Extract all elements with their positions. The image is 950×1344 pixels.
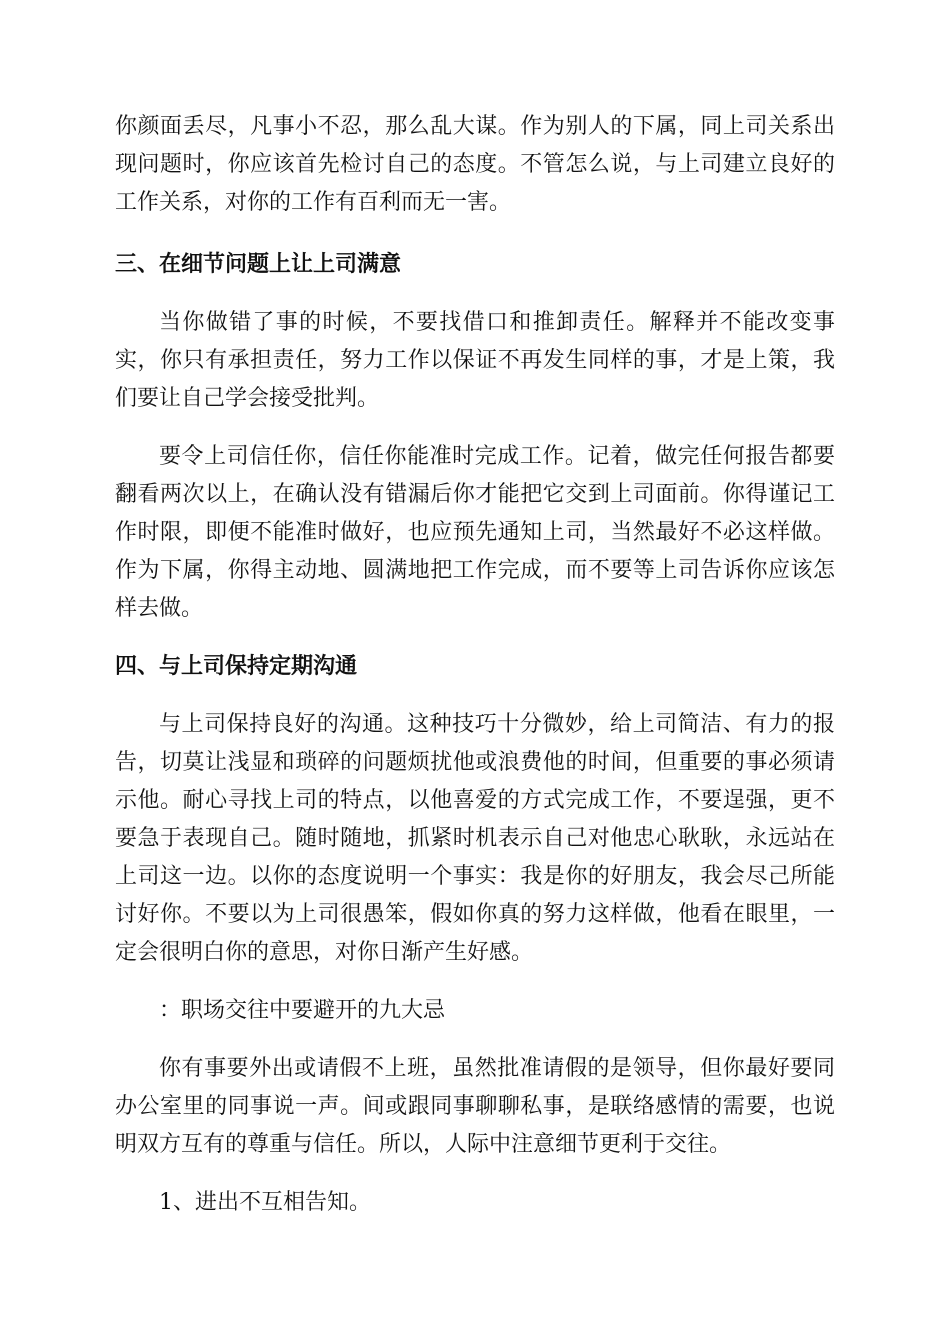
list-item-1: 1、进出不互相告知。 [159, 1190, 371, 1215]
document-page [115, 108, 835, 1242]
paragraph-trust: 要令上司信任你，信任你能准时完成工作。记着，做完任何报告都要翻看两次以上，在确认没有错漏后你才能把它交到上司面前。你得谨记工作时限，即便不能准时做好，也应预先通知上司，当然最好不必这样做。作为下属，你得主动地、圆满地把工作完成，而不要等上司告诉你应该怎样去做。 [115, 444, 835, 621]
paragraph-leave-notice: 你有事要外出或请假不上班，虽然批准请假的是领导，但你最好要同办公室里的同事说一声。间或跟同事聊聊私事，是联络感情的需要，也说明双方互有的尊重与信任。所以，人际中注意细节更利于交往。 [115, 1056, 835, 1157]
section-heading-3: 三、在细节问题上让上司满意 [115, 252, 402, 277]
section-heading-4: 四、与上司保持定期沟通 [115, 654, 358, 679]
paragraph-intro: 你颜面丢尽，凡事小不忍，那么乱大谋。作为别人的下属，同上司关系出现问题时，你应该首先检讨自己的态度。不管怎么说，与上司建立良好的工作关系，对你的工作有百利而无一害。 [115, 114, 835, 215]
paragraph-mistakes: 当你做错了事的时候，不要找借口和推卸责任。解释并不能改变事实，你只有承担责任，努力工作以保证不再发生同样的事，才是上策，我们要让自己学会接受批判。 [115, 310, 835, 411]
paragraph-communication: 与上司保持良好的沟通。这种技巧十分微妙，给上司简洁、有力的报告，切莫让浅显和琐碎的问题烦扰他或浪费他的时间，但重要的事必须请示他。耐心寻找上司的特点，以他喜爱的方式完成工作，不要逞强，更不要急于表现自己。随时随地，抓紧时机表示自己对他忠心耿耿，永远站在上司这一边。以你的态度说明一个事实：我是你的好朋友，我会尽己所能讨好你。不要以为上司很愚笨，假如你真的努力这样做，他看在眼里，一定会很明白你的意思，对你日渐产生好感。 [115, 712, 835, 965]
paragraph-nine-taboos: ：职场交往中要避开的九大忌 [159, 998, 446, 1023]
